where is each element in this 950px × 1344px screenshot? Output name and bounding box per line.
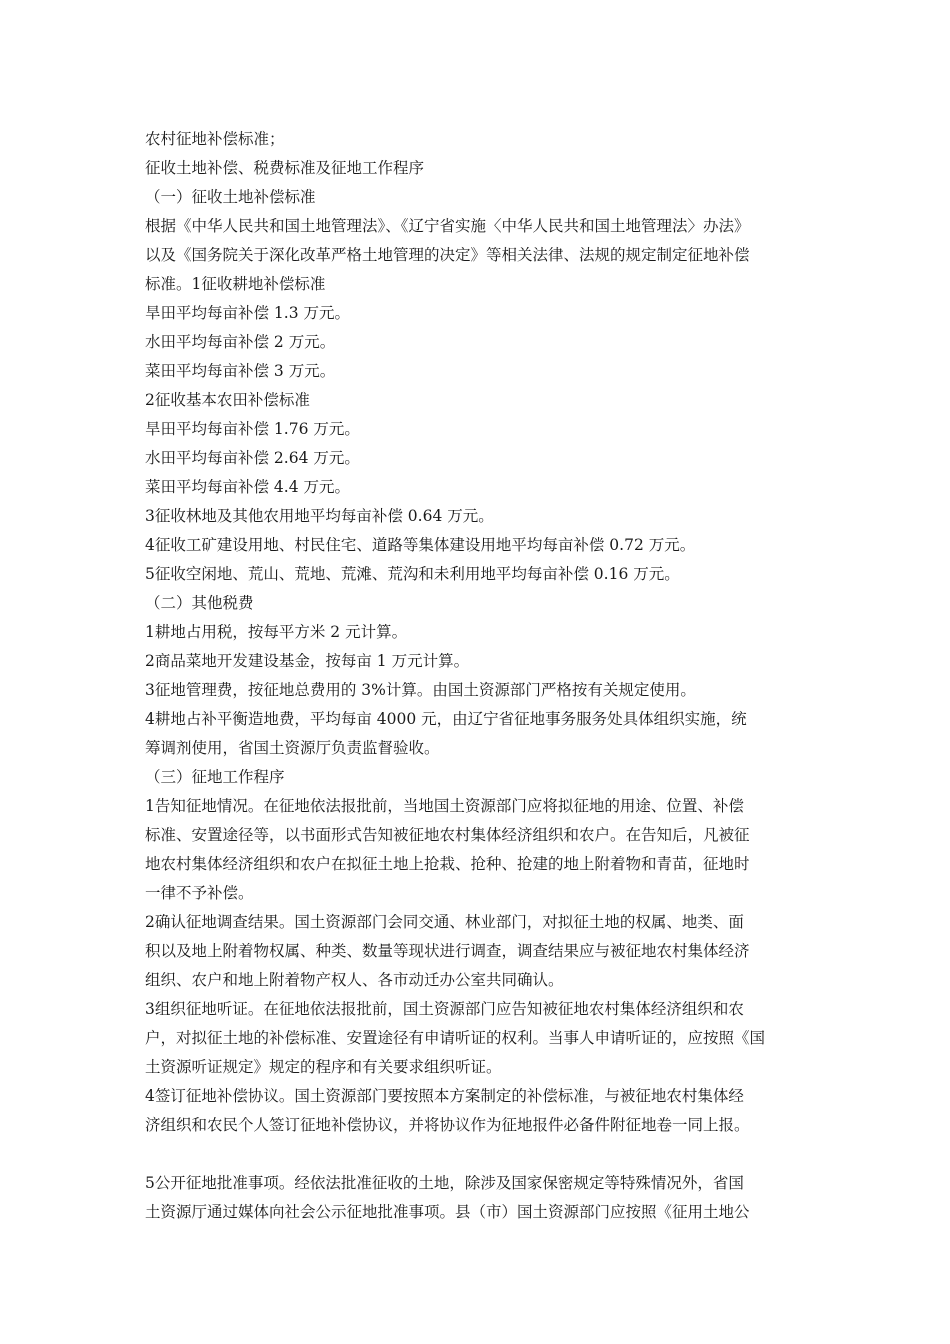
- text-line: 3组织征地听证。在征地依法报批前，国土资源部门应告知被征地农村集体经济组织和农: [145, 1000, 744, 1018]
- text-line: 地农村集体经济组织和农户在拟征土地上抢栽、抢种、抢建的地上附着物和青苗，征地时: [145, 855, 750, 873]
- text-line: [145, 1140, 810, 1169]
- text-line: 户，对拟征土地的补偿标准、安置途径有申请听证的权利。当事人申请听证的，应按照《国: [145, 1029, 766, 1047]
- text-line: 筹调剂使用，省国土资源厅负责监督验收。: [145, 739, 440, 757]
- text-line: 旱田平均每亩补偿 1.3 万元。: [145, 304, 351, 322]
- text-line: 菜田平均每亩补偿 4.4 万元。: [145, 478, 351, 496]
- text-line: 2征收基本农田补偿标准: [145, 391, 310, 409]
- subsection-heading-1: （一）征收土地补偿标准: [145, 188, 316, 206]
- subsection-heading-3: （三）征地工作程序: [145, 768, 285, 786]
- section-heading: 征收土地补偿、税费标准及征地工作程序: [145, 159, 425, 177]
- text-line: 1耕地占用税，按每平方米 2 元计算。: [145, 623, 408, 641]
- text-line: 3征地管理费，按征地总费用的 3%计算。由国土资源部门严格按有关规定使用。: [145, 681, 696, 699]
- text-line: 2确认征地调查结果。国土资源部门会同交通、林业部门，对拟征土地的权属、地类、面: [145, 913, 744, 931]
- text-line: 一律不予补偿。: [145, 884, 254, 902]
- text-line: 旱田平均每亩补偿 1.76 万元。: [145, 420, 360, 438]
- text-line: 5公开征地批准事项。经依法批准征收的土地，除涉及国家保密规定等特殊情况外，省国: [145, 1174, 744, 1192]
- text-line: 土资源听证规定》规定的程序和有关要求组织听证。: [145, 1058, 502, 1076]
- text-line: 水田平均每亩补偿 2 万元。: [145, 333, 336, 351]
- text-line: 标准、安置途径等，以书面形式告知被征地农村集体经济组织和农户。在告知后，凡被征: [145, 826, 750, 844]
- text-line: 4签订征地补偿协议。国土资源部门要按照本方案制定的补偿标准，与被征地农村集体经: [145, 1087, 744, 1105]
- text-line: 组织、农户和地上附着物产权人、各市动迁办公室共同确认。: [145, 971, 564, 989]
- text-line: 标准。1征收耕地补偿标准: [145, 275, 326, 293]
- subsection-heading-2: （二）其他税费: [145, 594, 254, 612]
- text-line: 1告知征地情况。在征地依法报批前，当地国土资源部门应将拟征地的用途、位置、补偿: [145, 797, 744, 815]
- text-line: 根据《中华人民共和国土地管理法》、《辽宁省实施〈中华人民共和国土地管理法〉办法》: [145, 217, 750, 235]
- text-line: 菜田平均每亩补偿 3 万元。: [145, 362, 336, 380]
- text-line: 3征收林地及其他农用地平均每亩补偿 0.64 万元。: [145, 507, 494, 525]
- text-line: 4征收工矿建设用地、村民住宅、道路等集体建设用地平均每亩补偿 0.72 万元。: [145, 536, 696, 554]
- text-line: 5征收空闲地、荒山、荒地、荒滩、荒沟和未利用地平均每亩补偿 0.16 万元。: [145, 565, 680, 583]
- text-line: 4耕地占补平衡造地费，平均每亩 4000 元，由辽宁省征地事务服务处具体组织实施，统: [145, 710, 747, 728]
- text-line: 土资源厅通过媒体向社会公示征地批准事项。县（市）国土资源部门应按照《征用土地公: [145, 1203, 750, 1221]
- text-line: 积以及地上附着物权属、种类、数量等现状进行调查，调查结果应与被征地农村集体经济: [145, 942, 750, 960]
- text-line: 2商品菜地开发建设基金，按每亩 1 万元计算。: [145, 652, 470, 670]
- text-line: 水田平均每亩补偿 2.64 万元。: [145, 449, 360, 467]
- doc-title: 农村征地补偿标准；: [145, 130, 285, 148]
- document-body: [145, 125, 810, 1227]
- text-line: 济组织和农民个人签订征地补偿协议，并将协议作为征地报件必备件附征地卷一同上报。: [145, 1116, 750, 1134]
- text-line: 以及《国务院关于深化改革严格土地管理的决定》等相关法律、法规的规定制定征地补偿: [145, 246, 750, 264]
